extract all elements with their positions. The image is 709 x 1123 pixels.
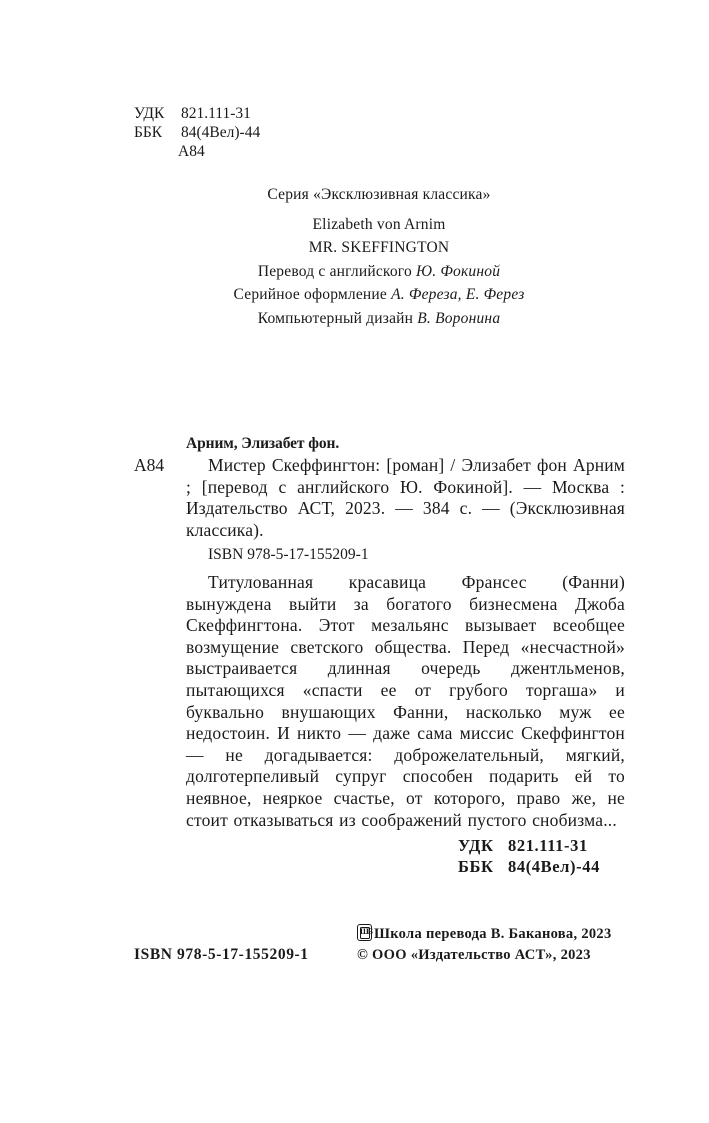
original-author: Elizabeth von Arnim xyxy=(312,215,446,233)
computer-design-credit xyxy=(134,307,624,331)
translation-credit xyxy=(134,260,624,284)
publisher-copyright: © ООО «Издательство АСТ», 2023 xyxy=(357,947,591,963)
author-heading: Арним, Элизабет фон. xyxy=(186,435,340,452)
bbk-row xyxy=(134,123,260,142)
udk-value: 821.111-31 xyxy=(181,105,251,122)
school-copyright-line xyxy=(357,924,612,945)
series-design-prefix: Серийное оформление xyxy=(233,286,388,303)
bbk-label: ББК xyxy=(134,124,163,141)
school-copyright: Школа перевода В. Баканова, 2023 xyxy=(374,926,612,942)
udk-row-bottom xyxy=(458,836,600,857)
annotation: Титулованная красавица Франсес (Фанни) вынуждена выйти за богатого бизнесмена Джоба Скеффингтона. Этот мезальянс вызывает всеобщее возмущение светского общества. Перед «несчастной» выстраивается длинная очередь джентльменов, пытающихся «спасти ее от грубого торгаша» и буквально внушающих Фанни, насколько муж ее недостоин. И никто — даже сама миссис Скеффингтон — не догадывается: доброжелательный, мягкий, долготерпеливый супруг способен подарить ей то неявное, неяркое счастье, от которого, право же, не стоит отказываться из соображений пустого снобизма... xyxy=(186,572,625,830)
translator-name: Ю. Фокиной xyxy=(416,262,501,280)
translation-school-logo-icon: ШБ xyxy=(357,924,372,941)
author-mark: А84 xyxy=(178,143,205,160)
computer-designer: В. Воронина xyxy=(417,309,501,327)
series-design-credit xyxy=(134,283,624,307)
bbk-value: 84(4Вел)-44 xyxy=(181,124,261,141)
title-block xyxy=(134,183,624,330)
translation-prefix: Перевод с английского xyxy=(257,262,412,280)
computer-design-prefix: Компьютерный дизайн xyxy=(257,309,414,327)
bbk-row-bottom xyxy=(458,857,600,878)
udk-label: УДК xyxy=(134,105,165,122)
record-isbn: ISBN 978-5-17-155209-1 xyxy=(208,546,369,563)
bbk-value-bottom: 84(4Вел)-44 xyxy=(508,856,600,876)
series-name: Серия «Эксклюзивная классика» xyxy=(267,186,491,203)
original-title: MR. SKEFFINGTON xyxy=(308,239,450,256)
classification-top xyxy=(134,104,260,161)
bbk-label-bottom: ББК xyxy=(458,856,494,876)
copyright-block xyxy=(357,924,612,966)
udk-label-bottom: УДК xyxy=(458,836,494,855)
classification-bottom xyxy=(458,836,600,877)
footer-isbn: ISBN 978-5-17-155209-1 xyxy=(134,946,309,963)
series-designers: А. Фереза, Е. Ферез xyxy=(391,286,525,303)
bibliographic-entry: Мистер Скеффингтон: [роман] / Элизабет фон Арним ; [перевод с английского Ю. Фокиной]. — Москва : Издательство АСТ, 2023. — 384 с. — (Эксклюзивная классика). xyxy=(186,455,625,540)
udk-value-bottom: 821.111-31 xyxy=(508,836,588,855)
record-author-mark: А84 xyxy=(134,455,165,475)
udk-row xyxy=(134,104,260,123)
